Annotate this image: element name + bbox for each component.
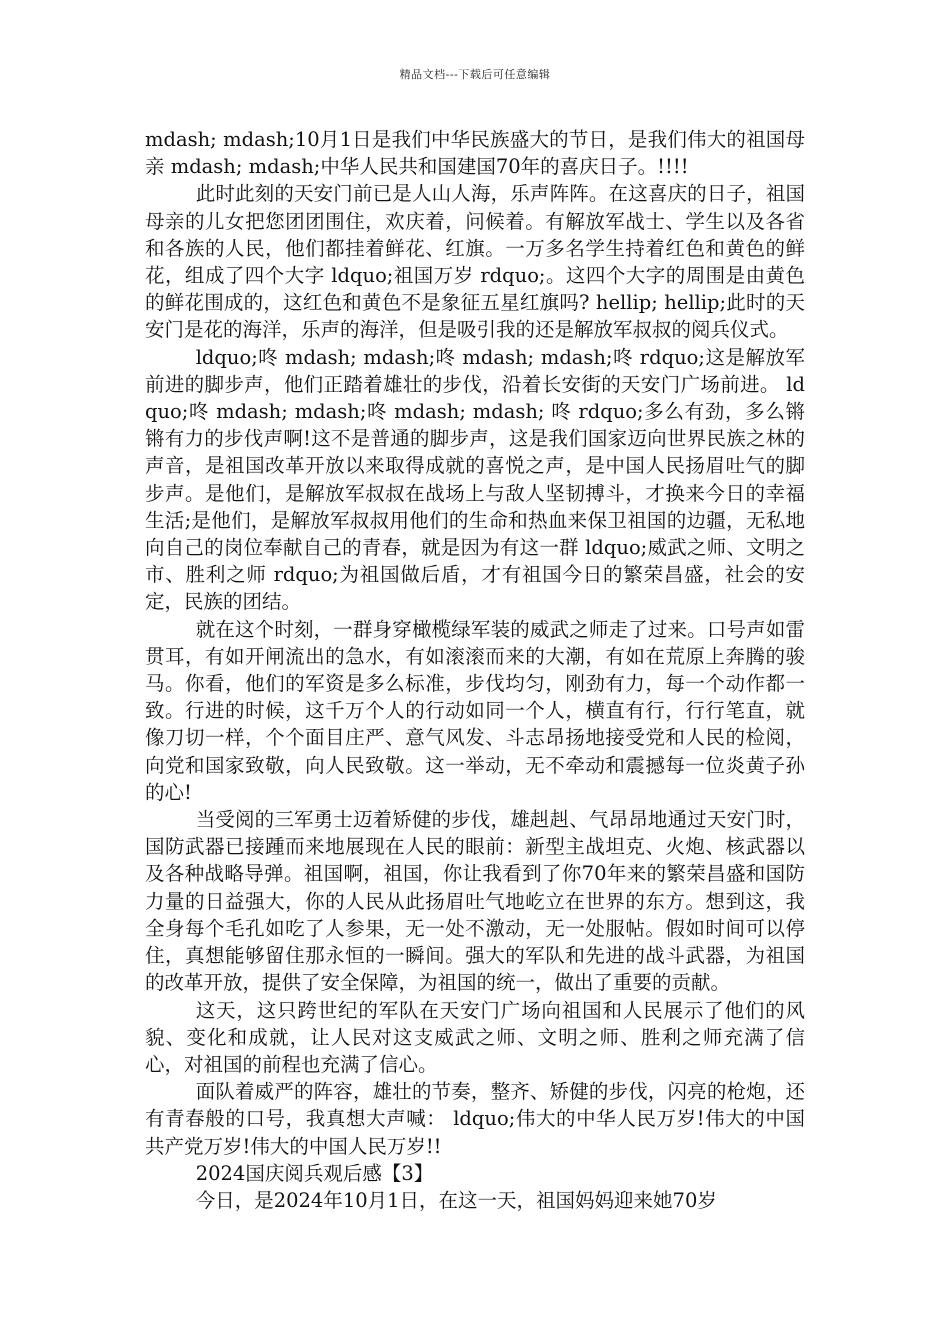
paragraph: 这天，这只跨世纪的军队在天安门广场向祖国和人民展示了他们的风貌、变化和成就，让人民对这支威武之师、文明之师、胜利之师充满了信心，对祖国的前程也充满了信心。 [145, 998, 805, 1076]
paragraph: 面队着威严的阵容，雄壮的节奏，整齐、矫健的步伐，闪亮的枪炮，还有青春般的口号，我真想大声喊： ldquo;伟大的中华人民万岁!伟大的中国共产党万岁!伟大的中国人民万岁!! [145, 1080, 805, 1158]
paragraph: ldquo;咚 mdash; mdash;咚 mdash; mdash;咚 rdquo;这是解放军前进的脚步声，他们正踏着雄壮的步伐，沿着长安街的天安门广场前进。 ldquo;咚 mdash; mdash;咚 mdash; mdash; 咚 rdquo;多么有劲，多么锵锵有力的步伐声啊!这不是普通的脚步声，这是我们国家迈向世界民族之林的声音，是祖国改革开放以来取得成就的喜悦之声，是中国人民扬眉吐气的脚步声。是他们，是解放军叔叔在战场上与敌人坚韧搏斗，才换来今日的幸福生活;是他们，是解放军叔叔用他们的生命和热血来保卫祖国的边疆，无私地向自己的岗位奉献自己的青春，就是因为有这一群 ldquo;威武之师、文明之市、胜利之师 rdquo;为祖国做后盾，才有祖国今日的繁荣昌盛，社会的安定，民族的团结。 [145, 345, 805, 614]
section-heading: 2024国庆阅兵观后感【3】 [195, 1161, 434, 1185]
paragraph: mdash; mdash;10月1日是我们中华民族盛大的节日，是我们伟大的祖国母亲 mdash; mdash;中华人民共和国建国70年的喜庆日子。!!!! [145, 128, 805, 179]
paragraph: 当受阅的三军勇士迈着矫健的步伐，雄赳赳、气昂昂地通过天安门时，国防武器已接踵而来地展现在人民的眼前：新型主战坦克、火炮、核武器以及各种战略导弹。祖国啊，祖国，你让我看到了你70年来的繁荣昌盛和国防力量的日益强大，你的人民从此扬眉吐气地屹立在世界的东方。想到这，我全身每个毛孔如吃了人参果，无一处不激动，无一处服帖。假如时间可以停住，真想能够留住那永恒的一瞬间。强大的军队和先进的战斗武器，为祖国的改革开放，提供了安全保障，为祖国的统一，做出了重要的贡献。 [145, 808, 805, 995]
paragraph: 今日，是2024年10月1日，在这一天，祖国妈妈迎来她70岁 [195, 1188, 717, 1212]
paragraph: 就在这个时刻，一群身穿橄榄绿军装的威武之师走了过来。口号声如雷贯耳，有如开闸流出的急水，有如滚滚而来的大潮，有如在荒原上奔腾的骏马。你看，他们的军资是多么标准，步伐均匀，刚劲有力，每一个动作都一致。行进的时候，这千万个人的行动如同一个人，横直有行，行行笔直，就像刀切一样，个个面目庄严、意气风发、斗志昂扬地接受党和人民的检阅，向党和国家致敬，向人民致敬。这一举动，无不牵动和震撼每一位炎黄子孙的心! [145, 617, 805, 804]
paragraph: 此时此刻的天安门前已是人山人海，乐声阵阵。在这喜庆的日子，祖国母亲的儿女把您团团围住，欢庆着，问候着。有解放军战士、学生以及各省和各族的人民，他们都挂着鲜花、红旗。一万多名学生持着红色和黄色的鲜花，组成了四个大字 ldquo;祖国万岁 rdquo;。这四个大字的周围是由黄色的鲜花围成的，这红色和黄色不是象征五星红旗吗? hellip; hellip;此时的天安门是花的海洋，乐声的海洋，但是吸引我的还是解放军叔叔的阅兵仪式。 [145, 182, 805, 342]
page-header: 精品文档---下载后可任意编辑 [399, 68, 551, 81]
document-body [145, 126, 805, 1214]
